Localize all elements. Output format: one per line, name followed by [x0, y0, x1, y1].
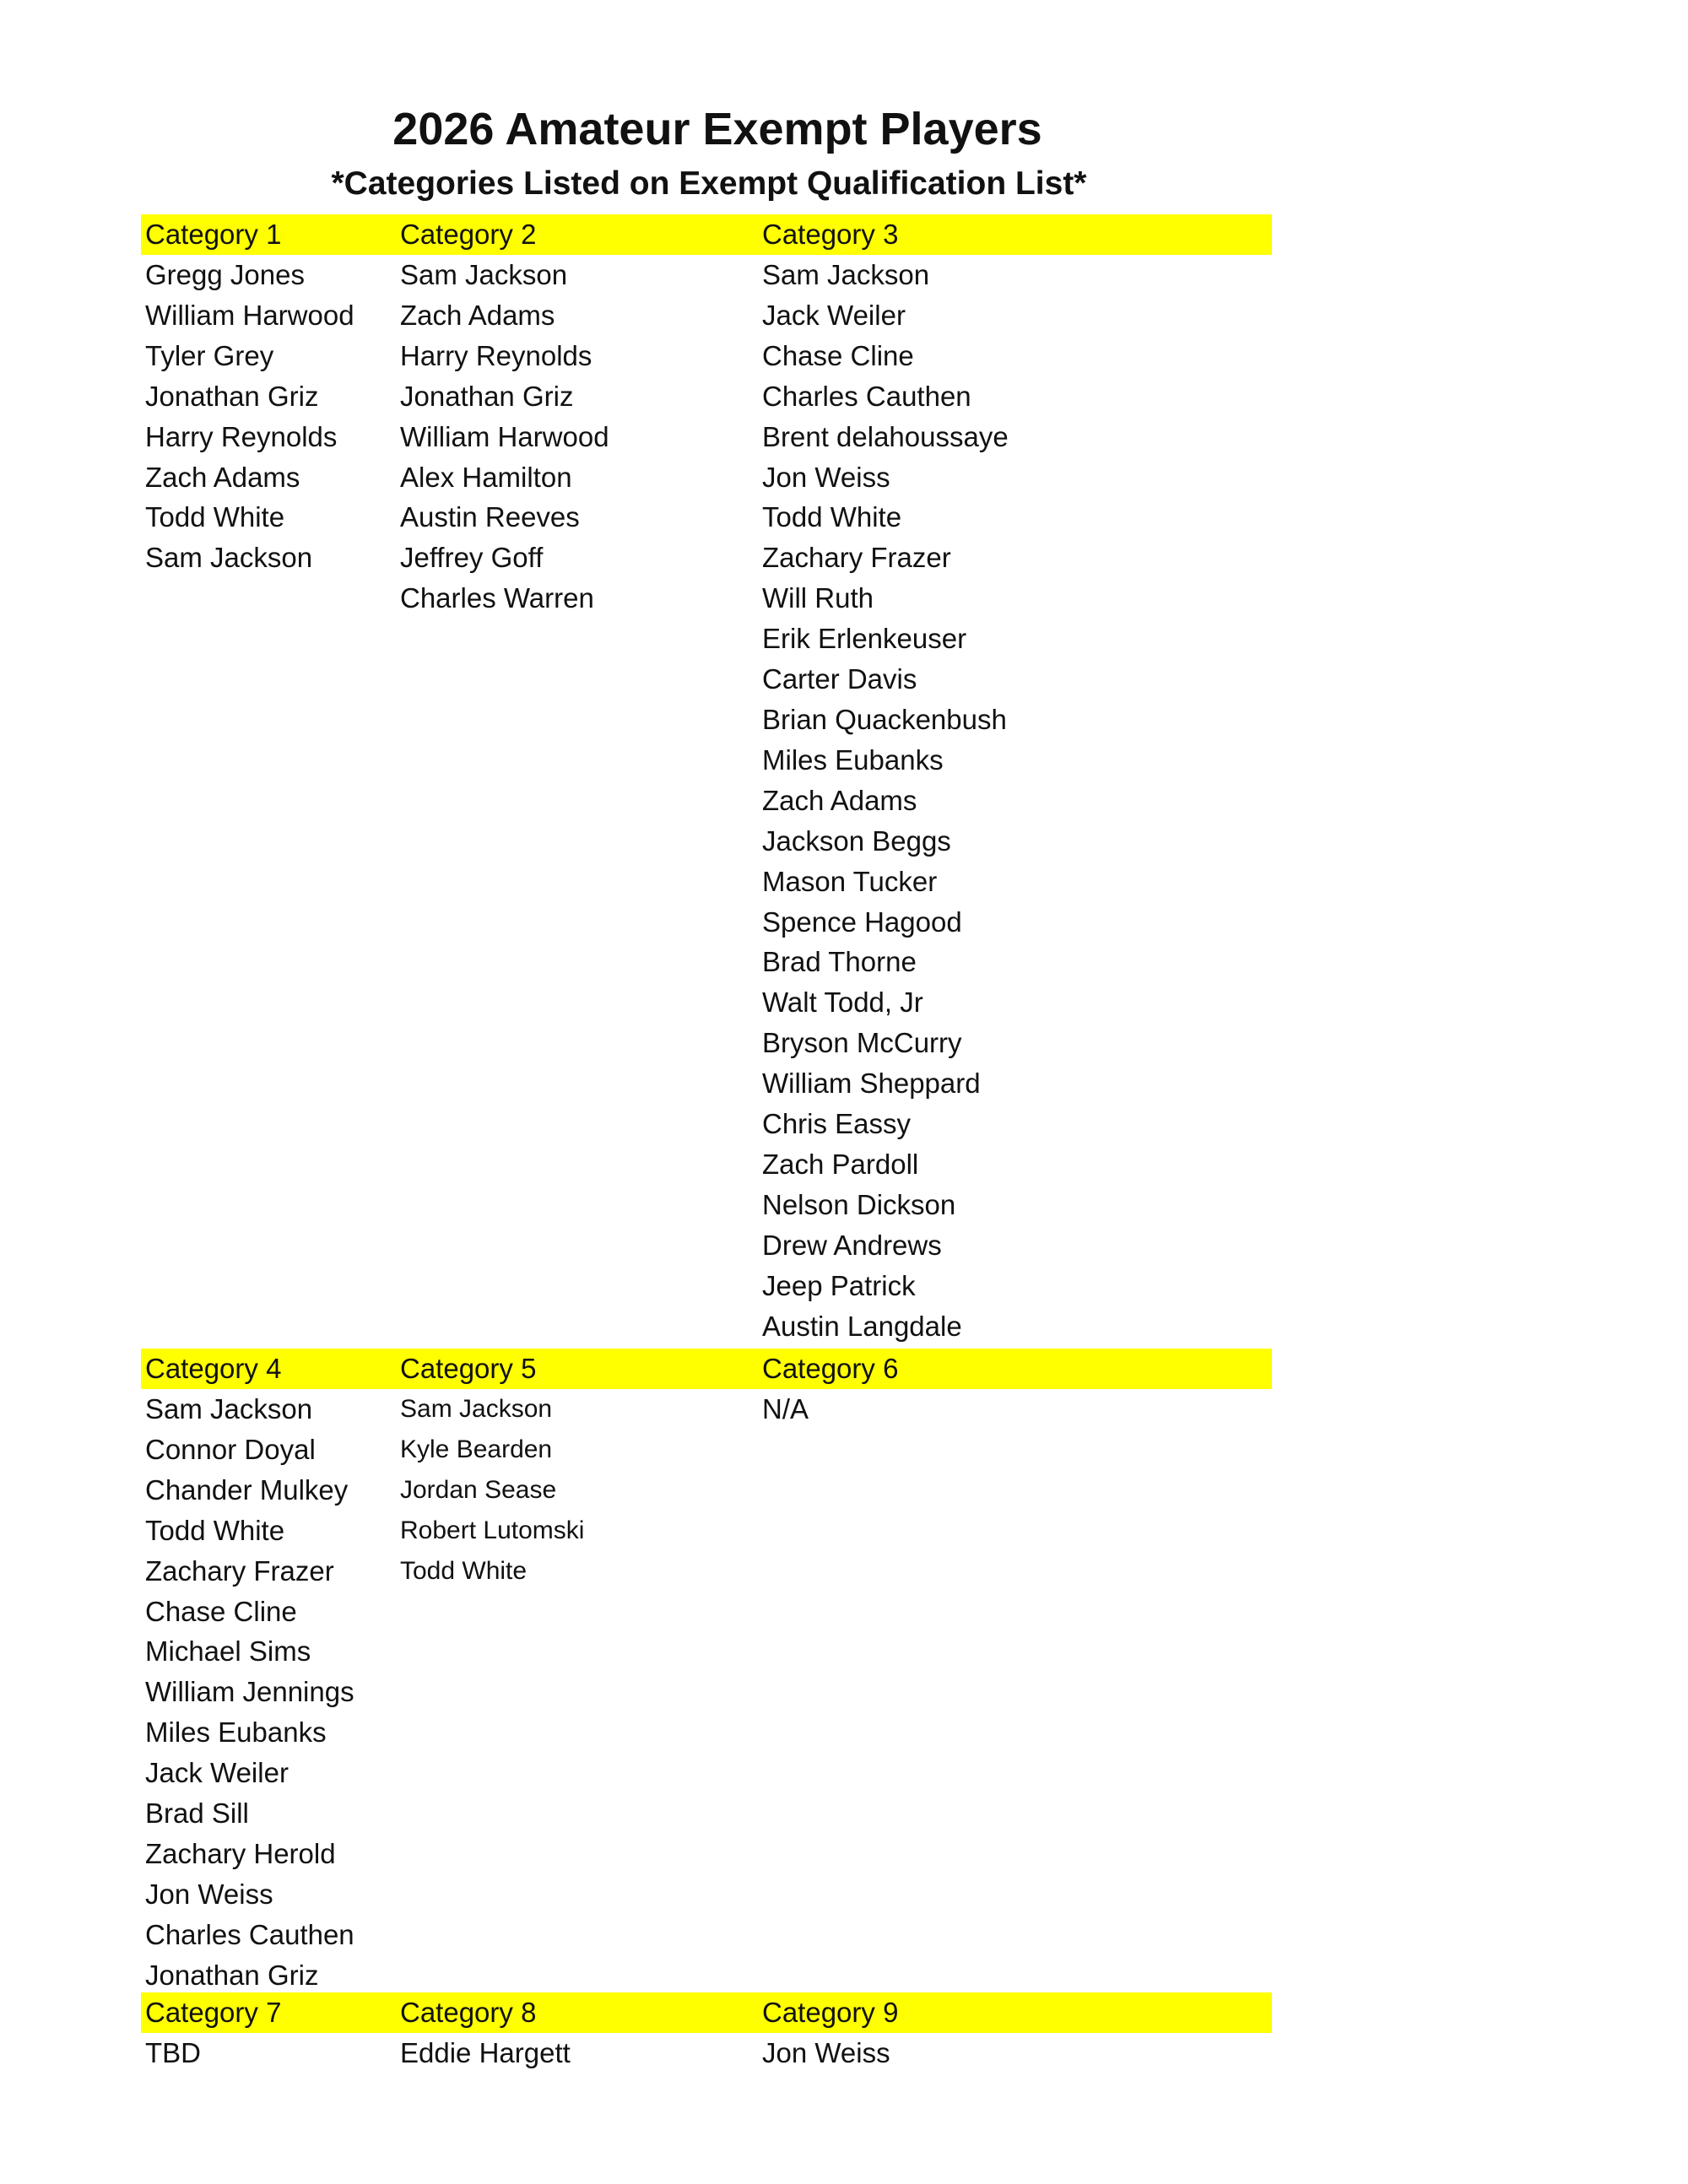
player-name: Walt Todd, Jr — [762, 987, 923, 1019]
player-name: Bryson McCurry — [762, 1027, 962, 1059]
player-name: Zach Adams — [145, 461, 300, 493]
category-4-label: Category 4 — [145, 1353, 282, 1384]
player-name: Spence Hagood — [762, 905, 962, 938]
player-name: Brian Quackenbush — [762, 703, 1007, 735]
player-name: Austin Reeves — [400, 501, 580, 533]
category-8-label: Category 8 — [400, 1997, 537, 2028]
player-name: Charles Cauthen — [145, 1918, 354, 1950]
category-1-label: Category 1 — [145, 219, 282, 250]
player-name: Sam Jackson — [762, 259, 930, 290]
player-name: Kyle Bearden — [400, 1435, 553, 1463]
player-name: Alex Hamilton — [400, 461, 572, 493]
player-name: Jeffrey Goff — [400, 542, 544, 574]
player-name: Zach Adams — [400, 299, 555, 331]
player-name: Miles Eubanks — [762, 743, 944, 776]
player-name: Jack Weiler — [145, 1757, 289, 1789]
category-8-list — [400, 2033, 571, 2073]
category-9-label: Category 9 — [762, 1997, 899, 2028]
category-7-list — [145, 2033, 201, 2073]
player-name: Robert Lutomski — [400, 1516, 585, 1544]
player-name: Gregg Jones — [145, 259, 305, 290]
player-name: Harry Reynolds — [400, 339, 592, 371]
player-name: Eddie Hargett — [400, 2037, 571, 2068]
player-name: Austin Langdale — [762, 1310, 962, 1342]
player-name: Jonathan Griz — [145, 1959, 319, 1991]
player-name: Carter Davis — [762, 663, 917, 695]
player-name: Michael Sims — [145, 1635, 311, 1668]
player-name: Charles Warren — [400, 582, 594, 614]
player-name: Brad Thorne — [762, 946, 917, 978]
player-name: N/A — [762, 1393, 809, 1424]
player-name: Jon Weiss — [762, 2037, 890, 2068]
player-name: Brad Sill — [145, 1797, 249, 1830]
player-name: Drew Andrews — [762, 1229, 942, 1261]
page-title: 2026 Amateur Exempt Players — [392, 104, 1042, 154]
player-name: Sam Jackson — [145, 542, 313, 574]
player-name: Sam Jackson — [400, 259, 568, 290]
player-name: Nelson Dickson — [762, 1188, 956, 1220]
category-header-band — [141, 1992, 1272, 2033]
player-name: Erik Erlenkeuser — [762, 623, 967, 655]
player-name: William Harwood — [400, 420, 609, 452]
player-name: William Sheppard — [762, 1068, 981, 1100]
player-name: Jack Weiler — [762, 299, 906, 331]
player-name: Zachary Frazer — [145, 1554, 334, 1587]
player-name: Todd White — [145, 501, 285, 533]
category-9-list — [762, 2033, 890, 2073]
player-name: Jon Weiss — [145, 1878, 273, 1910]
category-7-label: Category 7 — [145, 1997, 282, 2028]
player-name: Todd White — [762, 501, 902, 533]
player-name: Chander Mulkey — [145, 1473, 349, 1506]
category-4-list — [145, 1389, 354, 1996]
player-name: Zachary Frazer — [762, 542, 951, 574]
player-name: Tyler Grey — [145, 339, 274, 371]
player-name: Miles Eubanks — [145, 1716, 327, 1749]
player-name: Jeep Patrick — [762, 1269, 916, 1301]
player-name: William Harwood — [145, 299, 354, 331]
player-name: Chris Eassy — [762, 1108, 912, 1140]
player-name: Jon Weiss — [762, 461, 890, 493]
page-subtitle: *Categories Listed on Exempt Qualification List* — [331, 165, 1087, 202]
category-1-list — [145, 255, 354, 578]
player-name: Jordan Sease — [400, 1475, 557, 1504]
player-name: Mason Tucker — [762, 865, 938, 897]
player-name: Todd White — [400, 1556, 528, 1585]
player-name: Zachary Herold — [145, 1837, 336, 1869]
category-header-band — [141, 214, 1272, 255]
category-3-label: Category 3 — [762, 219, 899, 250]
player-name: TBD — [145, 2037, 201, 2068]
category-5-list — [400, 1389, 584, 1592]
player-name: Todd White — [145, 1514, 285, 1546]
player-name: Connor Doyal — [145, 1433, 316, 1465]
category-6-list — [762, 1389, 809, 1430]
player-name: Sam Jackson — [145, 1393, 313, 1424]
player-name: Charles Cauthen — [762, 380, 971, 412]
player-name: Harry Reynolds — [145, 420, 338, 452]
player-name: Zach Adams — [762, 784, 917, 816]
player-name: Brent delahoussaye — [762, 420, 1009, 452]
category-3-list — [762, 255, 1009, 1346]
player-name: Chase Cline — [145, 1595, 297, 1627]
player-name: Jackson Beggs — [762, 824, 951, 857]
category-6-label: Category 6 — [762, 1353, 899, 1384]
category-2-list — [400, 255, 609, 619]
player-name: Sam Jackson — [400, 1395, 553, 1423]
player-name: Jonathan Griz — [145, 380, 319, 412]
player-name: William Jennings — [145, 1676, 354, 1708]
player-name: Will Ruth — [762, 582, 874, 614]
category-5-label: Category 5 — [400, 1353, 537, 1384]
player-name: Zach Pardoll — [762, 1148, 919, 1180]
category-header-band — [141, 1349, 1272, 1389]
player-name: Chase Cline — [762, 339, 914, 371]
category-2-label: Category 2 — [400, 219, 537, 250]
player-name: Jonathan Griz — [400, 380, 574, 412]
